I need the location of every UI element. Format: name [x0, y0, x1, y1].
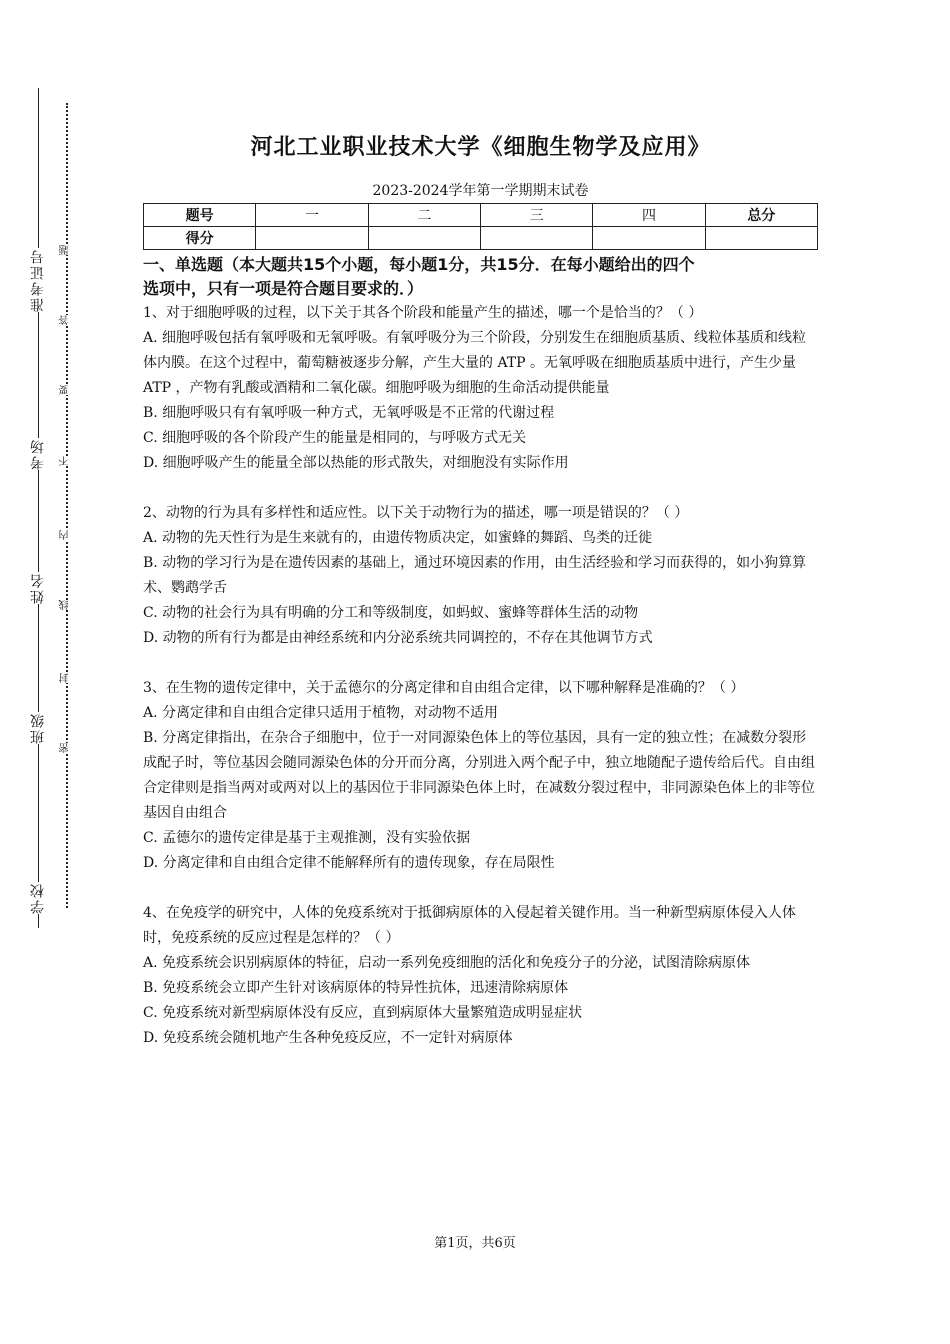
seal-char: 要: [58, 385, 74, 395]
question-3: [143, 676, 818, 876]
field-exam-number: 准考证号: [24, 248, 52, 312]
section-heading: [143, 253, 818, 301]
score-header-cell: 题号: [144, 204, 256, 227]
score-header-cell: 三: [480, 204, 592, 227]
option-c: C. 细胞呼吸的各个阶段产生的能量是相同的，与呼吸方式无关: [143, 430, 527, 446]
seal-char: 线: [58, 600, 74, 610]
option-a: A. 分离定律和自由组合定律只适用于植物，对动物不适用: [143, 705, 499, 721]
option-a: A. 动物的先天性行为是生来就有的，由遗传物质决定，如蜜蜂的舞蹈、鸟类的迁徙: [143, 530, 653, 546]
option-b: B. 细胞呼吸只有有氧呼吸一种方式，无氧呼吸是不正常的代谢过程: [143, 405, 555, 421]
section-heading-line: 一、单选题（本大题共15个小题，每小题1分，共15分．在每小题给出的四个: [143, 255, 695, 274]
exam-subtitle: 2023-2024学年第一学期期末试卷: [372, 183, 589, 199]
option-d: D. 免疫系统会随机地产生各种免疫反应，不一定针对病原体: [143, 1030, 513, 1046]
binding-solid-line: [38, 88, 39, 928]
score-header-cell: 二: [368, 204, 480, 227]
question-stem: 2、动物的行为具有多样性和适应性。以下关于动物行为的描述，哪一项是错误的？（ ）: [143, 505, 689, 521]
score-blank-cell[interactable]: [593, 227, 705, 250]
option-d: D. 分离定律和自由组合定律不能解释所有的遗传现象，存在局限性: [143, 855, 555, 871]
section-heading-line: 选项中，只有一项是符合题目要求的．）: [143, 279, 424, 298]
question-2: [143, 501, 818, 651]
seal-char: 封: [58, 673, 74, 683]
score-header-cell: 一: [256, 204, 368, 227]
score-blank-cell[interactable]: [256, 227, 368, 250]
score-table: [143, 203, 818, 250]
field-name: 姓名: [24, 572, 52, 604]
page-footer: 第1页，共6页: [434, 1236, 516, 1251]
score-header-cell: 总分: [705, 204, 817, 227]
option-b: B. 动物的学习行为是在遗传因素的基础上，通过环境因素的作用，由生活经验和学习而获得的，如小狗算算术、鹦鹉学舌: [143, 555, 807, 596]
question-stem: 3、在生物的遗传定律中，关于孟德尔的分离定律和自由组合定律，以下哪种解释是准确的？（ ）: [143, 680, 745, 696]
option-b: B. 分离定律指出，在杂合子细胞中，位于一对同源染色体上的等位基因，具有一定的独立性；在减数分裂形成配子时，等位基因会随同源染色体的分开而分离，分别进入两个配子中，独立地随配子遗传给后代。自由组合定律则是指当两对或两对以上的基因位于非同源染色体上时，在减数分裂过程中，非同源染色体上的非等位基因自由组合: [143, 730, 815, 821]
score-blank-cell[interactable]: [705, 227, 817, 250]
seal-char: 不: [58, 456, 74, 466]
option-b: B. 免疫系统会立即产生针对该病原体的特异性抗体，迅速清除病原体: [143, 980, 569, 996]
score-row-label: 得分: [144, 227, 256, 250]
option-c: C. 动物的社会行为具有明确的分工和等级制度，如蚂蚁、蜜蜂等群体生活的动物: [143, 605, 639, 621]
question-stem: 1、对于细胞呼吸的过程，以下关于其各个阶段和能量产生的描述，哪一个是恰当的？（ ）: [143, 305, 703, 321]
question-4: [143, 901, 818, 1051]
seal-dotted-line: [66, 103, 68, 908]
option-a: A. 免疫系统会识别病原体的特征，启动一系列免疫细胞的活化和免疫分子的分泌，试图清除病原体: [143, 955, 751, 971]
seal-char: 密: [58, 743, 74, 753]
binding-margin: [0, 0, 90, 1344]
option-a: A. 细胞呼吸包括有氧呼吸和无氧呼吸。有氧呼吸分为三个阶段，分别发生在细胞质基质、线粒体基质和线粒体内膜。在这个过程中，葡萄糖被逐步分解，产生大量的 ATP 。无氧呼吸在细胞质基质中进行，产生少量 ATP ，产物有乳酸或酒精和二氧化碳。细胞呼吸为细胞的生命活动提供能量: [143, 330, 807, 396]
seal-char: 内: [58, 530, 74, 540]
option-d: D. 细胞呼吸产生的能量全部以热能的形式散失，对细胞没有实际作用: [143, 455, 569, 471]
option-c: C. 免疫系统对新型病原体没有反应，直到病原体大量繁殖造成明显症状: [143, 1005, 583, 1021]
option-c: C. 孟德尔的遗传定律是基于主观推测，没有实验依据: [143, 830, 471, 846]
question-stem: 4、在免疫学的研究中，人体的免疫系统对于抵御病原体的入侵起着关键作用。当一种新型病原体侵入人体时，免疫系统的反应过程是怎样的？（ ）: [143, 905, 796, 946]
option-d: D. 动物的所有行为都是由神经系统和内分泌系统共同调控的，不存在其他调节方式: [143, 630, 653, 646]
field-school: 学校: [24, 882, 52, 914]
seal-char: 答: [58, 315, 74, 325]
score-header-cell: 四: [593, 204, 705, 227]
score-blank-cell[interactable]: [480, 227, 592, 250]
score-table-header-row: [144, 204, 818, 227]
exam-title: 河北工业职业技术大学《细胞生物学及应用》: [250, 135, 711, 160]
exam-content: [143, 125, 818, 1051]
field-class: 班级: [24, 712, 52, 744]
question-1: [143, 301, 818, 476]
score-blank-cell[interactable]: [368, 227, 480, 250]
score-table-score-row: [144, 227, 818, 250]
seal-char: 题: [58, 245, 74, 255]
field-exam-room: 考场: [24, 438, 52, 470]
